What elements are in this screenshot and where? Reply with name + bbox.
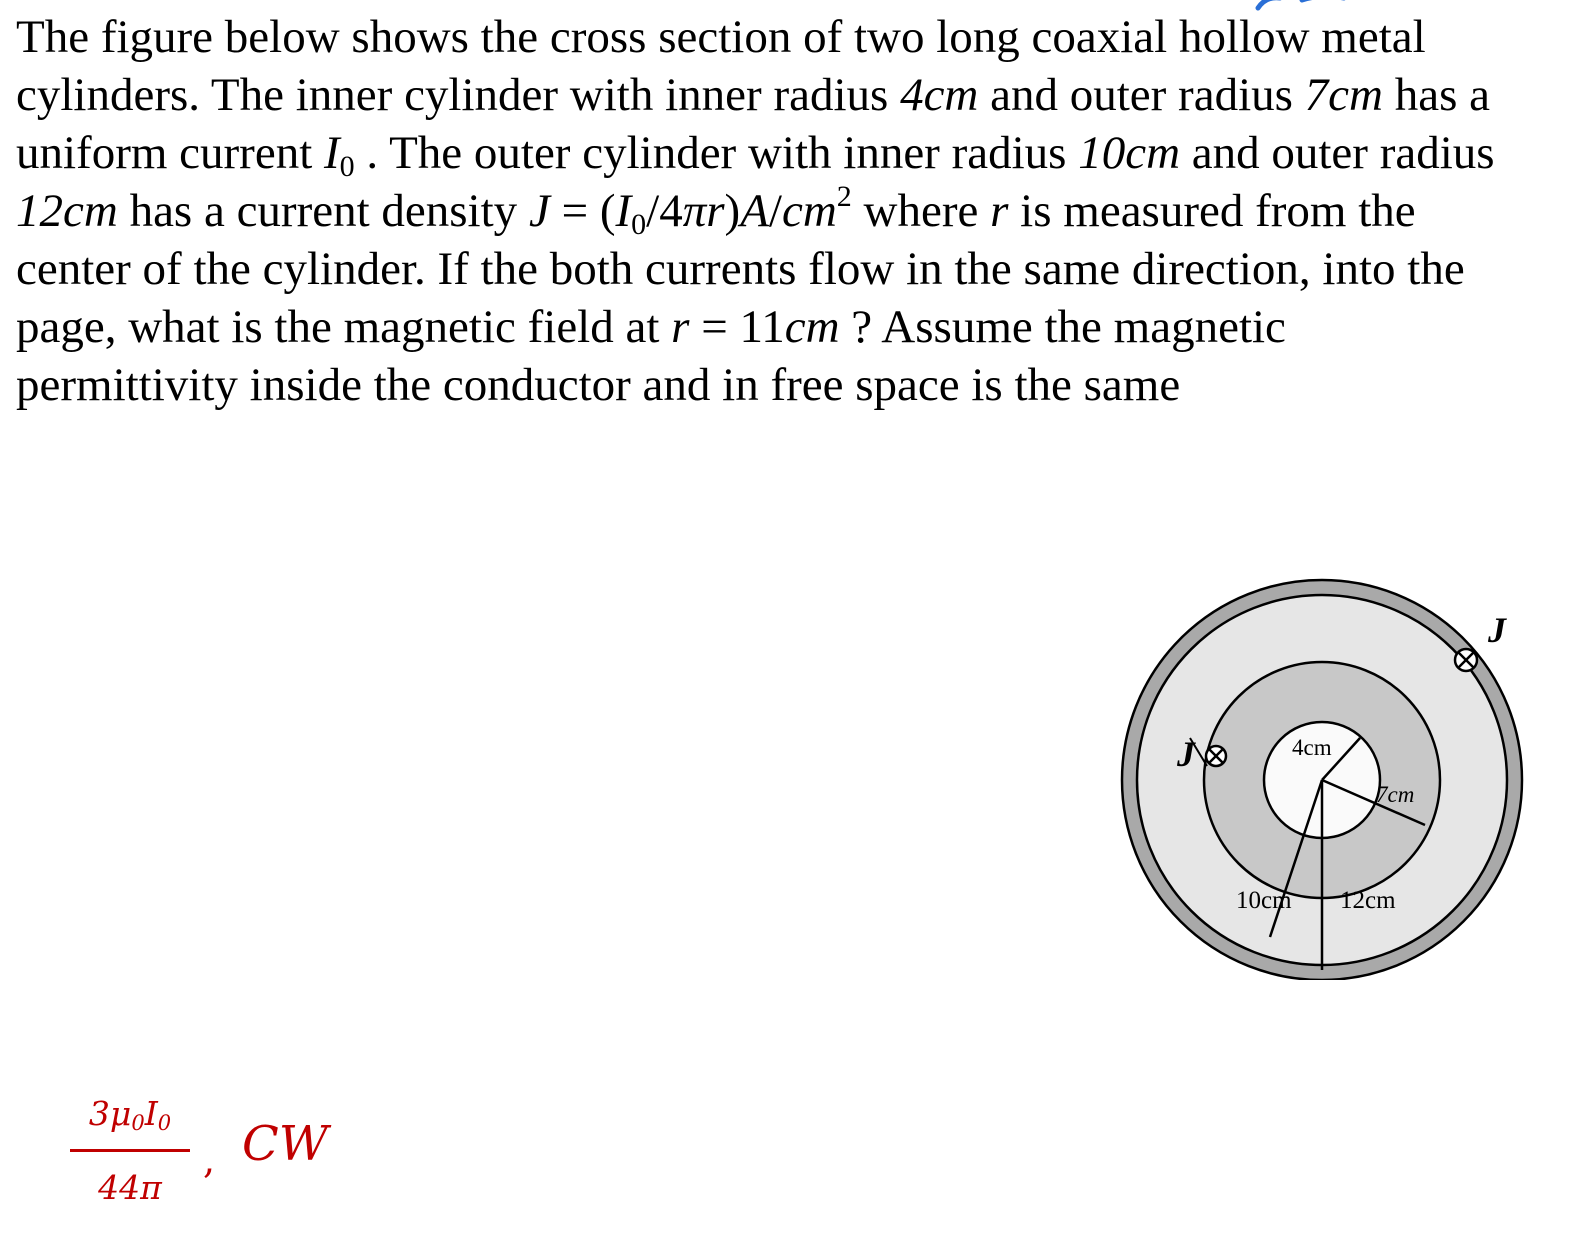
label-j-outer: J	[1488, 610, 1506, 650]
outer-current-into-page-icon	[1455, 649, 1477, 671]
text-run: has a current density	[117, 185, 529, 237]
current-subscript: 0	[339, 150, 355, 183]
pi-r: πr	[682, 185, 725, 237]
num-subscript: 0	[157, 1111, 172, 1135]
unit-cm: cm	[784, 301, 840, 353]
r-symbol: r	[990, 185, 1009, 237]
text-run: is measured from the	[1008, 185, 1416, 237]
text-run: center of the cylinder. If the both currents flow in the same direction, into the	[16, 243, 1465, 295]
inner-radius-value: 4cm	[900, 69, 979, 121]
text-run: The figure below shows the cross section of two long coaxial hollow metal	[16, 11, 1426, 63]
problem-line-7	[16, 356, 1568, 414]
outer-cyl-inner-radius: 10cm	[1078, 127, 1181, 179]
text-run: cylinders. The inner cylinder with inner radius	[16, 69, 901, 121]
text-run: has a	[1382, 69, 1490, 121]
text-run: and outer radius	[978, 69, 1305, 121]
problem-line-2	[16, 66, 1568, 124]
unit-A: A	[740, 185, 769, 237]
problem-line-4	[16, 182, 1568, 240]
label-j-inner: J	[1177, 734, 1195, 774]
answer-fraction	[70, 1092, 190, 1210]
problem-line-6	[16, 298, 1568, 356]
coaxial-cylinder-figure	[1110, 570, 1530, 980]
exponent: 2	[836, 180, 852, 213]
text-run: page, what is the magnetic field at	[16, 301, 672, 353]
text-run: )	[724, 185, 741, 237]
handwritten-answer	[70, 1092, 370, 1207]
answer-numerator	[70, 1092, 190, 1152]
unit-cm: cm	[781, 185, 837, 237]
text-run: /	[768, 185, 782, 237]
num-current: I	[144, 1094, 158, 1133]
problem-line-1	[16, 8, 1568, 66]
text-run: . The outer cylinder with inner radius	[354, 127, 1079, 179]
label-7cm: 7cm	[1376, 782, 1415, 807]
label-12cm: 12cm	[1340, 887, 1396, 914]
label-4cm: 4cm	[1292, 735, 1332, 760]
num-subscript: 0	[131, 1111, 145, 1135]
text-run: permittivity inside the conductor and in free space is the same	[16, 359, 1181, 411]
num-coefficient: 3μ	[88, 1094, 132, 1133]
current-symbol: I	[615, 185, 632, 237]
problem-line-5	[16, 240, 1568, 298]
current-subscript: 0	[631, 208, 647, 241]
answer-denominator: 44π	[98, 1168, 162, 1207]
text-run: and outer radius	[1180, 127, 1495, 179]
label-10cm: 10cm	[1236, 887, 1292, 914]
text-run: ? Assume the magnetic	[839, 301, 1286, 353]
inner-current-into-page-icon	[1206, 746, 1226, 766]
outer-cyl-outer-radius: 12cm	[16, 185, 118, 237]
text-run: uniform current	[16, 127, 325, 179]
current-density-symbol: J	[528, 185, 550, 237]
text-run: /4	[646, 185, 683, 237]
problem-text	[16, 8, 1568, 414]
text-run: = (	[549, 185, 616, 237]
answer-comma: ,	[203, 1138, 216, 1182]
r-symbol: r	[671, 301, 690, 353]
text-run: where	[851, 185, 991, 237]
answer-direction: CW	[242, 1116, 329, 1172]
current-symbol: I	[324, 127, 340, 179]
outer-radius-value: 7cm	[1304, 69, 1383, 121]
problem-line-3	[16, 124, 1568, 182]
text-run: = 11	[689, 301, 785, 353]
